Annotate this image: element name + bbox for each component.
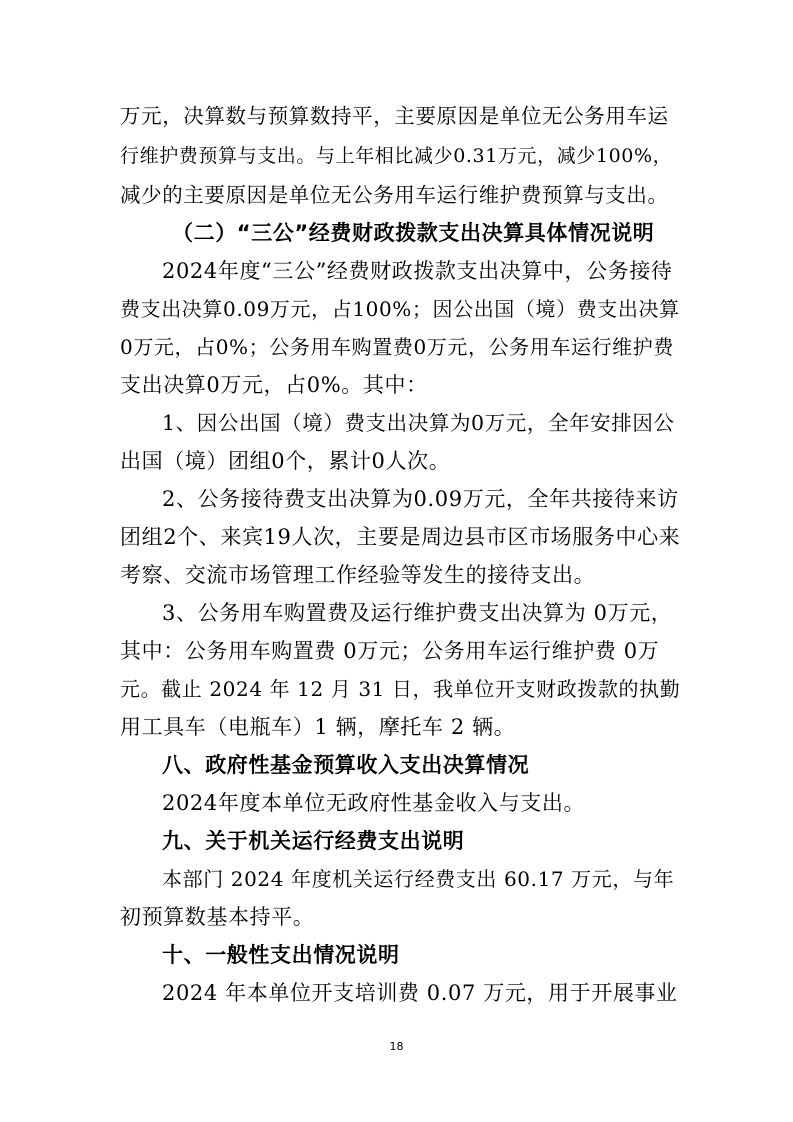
body-line-15: 其中：公务用车购置费 0万元；公务用车运行维护费 0万 <box>120 639 660 663</box>
section-heading-three-public-funds: （二）“三公”经费财政拨款支出决算具体情况说明 <box>172 221 655 245</box>
body-line-16: 元。截止 2024 年 12 月 31 日，我单位开支财政拨款的执勤 <box>120 677 681 701</box>
body-line-8: 支出决算0万元，占0%。其中： <box>120 373 428 397</box>
section-heading-eight: 八、政府性基金预算收入支出决算情况 <box>162 753 530 777</box>
body-line-12: 团组2个、来宾19人次，主要是周边县市区市场服务中心来 <box>120 525 681 549</box>
body-line-10: 出国（境）团组0个，累计0人次。 <box>120 449 451 473</box>
body-line-24: 2024 年本单位开支培训费 0.07 万元，用于开展事业 <box>162 981 678 1005</box>
body-line-11: 2、公务接待费支出决算为0.09万元，全年共接待来访 <box>162 487 679 511</box>
body-line-21: 本部门 2024 年度机关运行经费支出 60.17 万元，与年 <box>162 867 675 891</box>
body-line-9: 1、因公出国（境）费支出决算为0万元，全年安排因公 <box>162 411 675 435</box>
body-line-14: 3、公务用车购置费及运行维护费支出决算为 0万元， <box>162 601 673 625</box>
body-line-5: 2024年度“三公”经费财政拨款支出决算中，公务接待 <box>162 259 673 283</box>
body-line-19: 2024年度本单位无政府性基金收入与支出。 <box>162 791 586 815</box>
body-line-2: 行维护费预算与支出。与上年相比减少0.31万元，减少100%， <box>120 145 673 167</box>
section-heading-ten: 十、一般性支出情况说明 <box>162 943 400 967</box>
body-line-7: 0万元，占0%；公务用车购置费0万元，公务用车运行维护费 <box>120 335 674 359</box>
body-line-13: 考察、交流市场管理工作经验等发生的接待支出。 <box>120 563 596 587</box>
body-line-6: 费支出决算0.09万元，占100%；因公出国（境）费支出决算 <box>120 297 680 321</box>
section-heading-nine: 九、关于机关运行经费支出说明 <box>162 829 465 853</box>
body-line-1: 万元，决算数与预算数持平，主要原因是单位无公务用车运 <box>120 104 669 128</box>
body-line-3: 减少的主要原因是单位无公务用车运行维护费预算与支出。 <box>120 183 669 207</box>
body-line-22: 初预算数基本持平。 <box>120 905 315 929</box>
body-line-17: 用工具车（电瓶车）1 辆，摩托车 2 辆。 <box>120 715 516 739</box>
page-number: 18 <box>389 1040 404 1053</box>
